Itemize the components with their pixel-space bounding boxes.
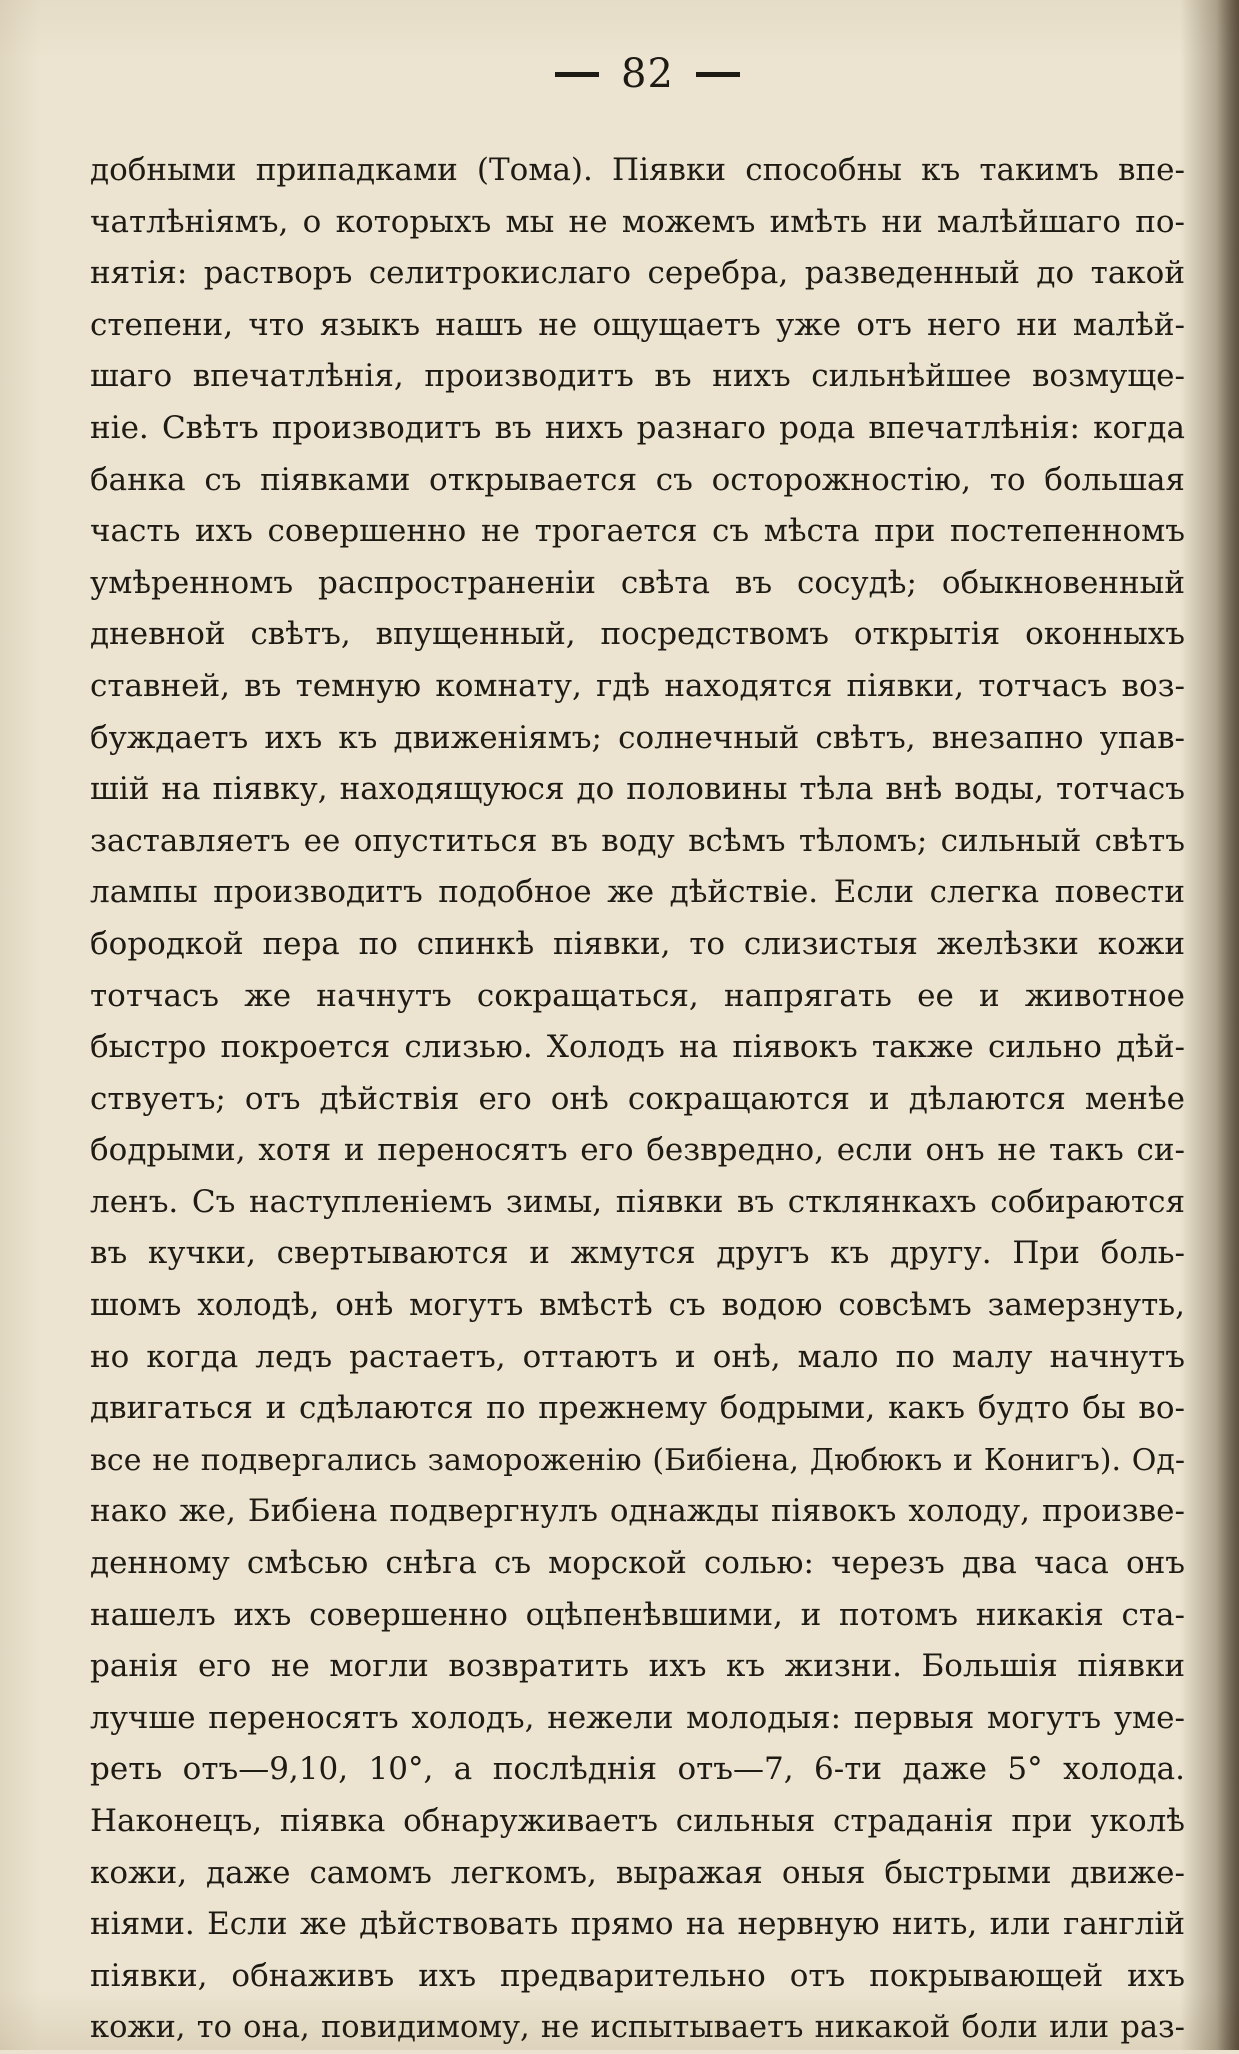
page-edge-shadow (1217, 0, 1239, 2050)
text-line: нятія: растворъ селитрокислаго серебра, разведенный до такой (90, 255, 1185, 292)
page-number: 82 (621, 51, 674, 97)
body-text (90, 145, 1185, 2054)
text-line: лампы производитъ подобное же дѣйствіе. Если слегка повести (90, 874, 1185, 911)
text-line: дневной свѣтъ, впущенный, посредствомъ открытія оконныхъ (90, 616, 1185, 653)
text-line: въ кучки, свертываются и жмутся другъ къ другу. При боль- (90, 1235, 1185, 1272)
text-line: реть отъ—9,10, 10°, а послѣднія отъ—7, 6-ти даже 5° холода. (90, 1751, 1185, 1788)
text-line: ранія его не могли возвратить ихъ къ жизни. Большія піявки (90, 1648, 1185, 1685)
text-line: двигаться и сдѣлаются по прежнему бодрыми, какъ будто бы во- (90, 1390, 1185, 1427)
text-line: нако же, Бибіена подвергнулъ однажды піявокъ холоду, произве- (90, 1493, 1185, 1530)
text-line: часть ихъ совершенно не трогается съ мѣста при постепенномъ (90, 513, 1185, 550)
text-line: умѣренномъ распространеніи свѣта въ сосудѣ; обыкновенный (90, 564, 1185, 601)
text-line: кожи, даже самомъ легкомъ, выражая оныя быстрыми движе- (90, 1854, 1185, 1891)
text-line: шомъ холодѣ, онѣ могутъ вмѣстѣ съ водою совсѣмъ замерзнуть, (90, 1287, 1185, 1324)
text-line: шій на піявку, находящуюся до половины тѣла внѣ воды, тотчасъ (90, 771, 1185, 808)
text-line: ствуетъ; отъ дѣйствія его онѣ сокращаются и дѣлаются менѣе (90, 1080, 1185, 1117)
text-line: все не подвергались замороженію (Бибіена, Дюбюкъ и Конигъ). Од- (90, 1442, 1185, 1478)
text-line: бодрыми, хотя и переносятъ его безвредно, если онъ не такъ си- (90, 1132, 1185, 1169)
text-line: піявки, обнаживъ ихъ предварительно отъ покрывающей ихъ (90, 1957, 1185, 1994)
text-line: заставляетъ ее опуститься въ воду всѣмъ тѣломъ; сильный свѣтъ (90, 822, 1185, 859)
page-number-header (28, 48, 1239, 100)
text-line: ніями. Если же дѣйствовать прямо на нервную нить, или ганглій (90, 1906, 1185, 1943)
right-dash (696, 72, 740, 77)
text-line: денному смѣсью снѣга съ морской солью: черезъ два часа онъ (90, 1545, 1185, 1582)
text-line: лучше переносятъ холодъ, нежели молодыя: первыя могутъ уме- (90, 1699, 1185, 1736)
text-line: банка съ піявками открывается съ осторожностію, то большая (90, 461, 1185, 498)
text-line: Наконецъ, піявка обнаруживаетъ сильныя страданія при уколѣ (90, 1803, 1185, 1839)
text-line: но когда ледъ растаетъ, оттаютъ и онѣ, мало по малу начнутъ (90, 1338, 1185, 1375)
text-line: бородкой пера по спинкѣ піявки, то слизистыя желѣзки кожи (90, 925, 1185, 962)
text-line: быстро покроется слизью. Холодъ на піявокъ также сильно дѣй- (90, 1029, 1185, 1066)
text-line: буждаетъ ихъ къ движеніямъ; солнечный свѣтъ, внезапно упав- (90, 719, 1185, 756)
text-line: ленъ. Съ наступленіемъ зимы, піявки въ стклянкахъ собираются (90, 1183, 1185, 1220)
text-line: нашелъ ихъ совершенно оцѣпенѣвшими, и потомъ никакія ста- (90, 1596, 1185, 1633)
text-line: ніе. Свѣтъ производитъ въ нихъ разнаго рода впечатлѣнія: когда (90, 409, 1185, 446)
left-dash (555, 72, 599, 77)
text-line: тотчасъ же начнутъ сокращаться, напрягать ее и животное (90, 977, 1185, 1014)
text-line: чатлѣніямъ, о которыхъ мы не можемъ имѣть ни малѣйшаго по- (90, 203, 1185, 240)
text-line: кожи, то она, повидимому, не испытываетъ никакой боли или раз- (90, 2010, 1185, 2046)
text-line: степени, что языкъ нашъ не ощущаетъ уже отъ него ни малѣй- (90, 306, 1185, 343)
text-line: добными припадками (Тома). Піявки способны къ такимъ впе- (90, 152, 1185, 188)
text-line: шаго впечатлѣнія, производитъ въ нихъ сильнѣйшее возмуще- (90, 358, 1185, 395)
text-line: ставней, въ темную комнату, гдѣ находятся піявки, тотчасъ воз- (90, 667, 1185, 704)
